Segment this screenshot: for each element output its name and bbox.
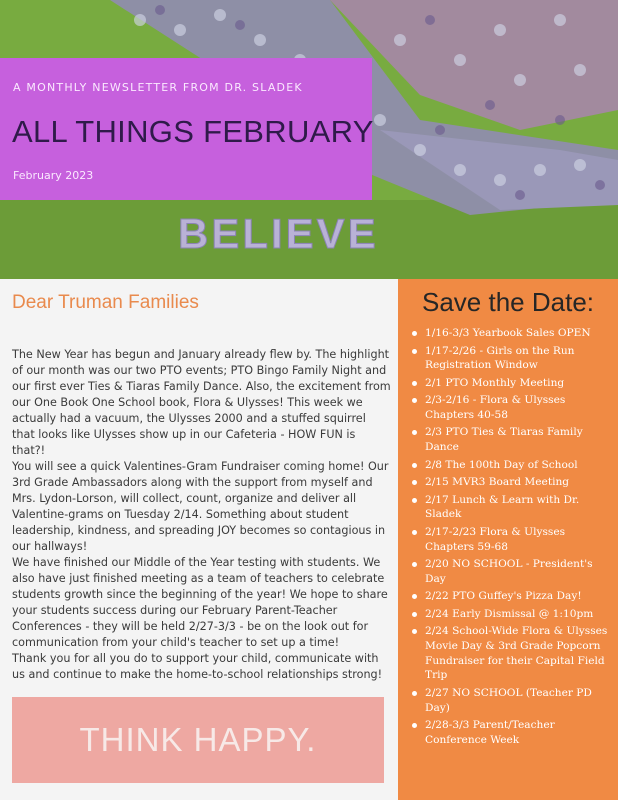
greeting-heading: Dear Truman Families — [12, 292, 199, 313]
event-text: 2/17-2/23 Flora & Ulysses Chapters 59-68 — [425, 525, 566, 553]
event-text: 2/8 The 100th Day of School — [425, 458, 578, 471]
title-box — [0, 58, 372, 200]
letter-paragraph: You will see a quick Valentines-Gram Fundraiser coming home! Our 3rd Grade Ambassadors along with the support from myself and Mrs. Lydon-Lorson, will collect, count, organize and deliver all Valentine-grams on Tuesday 2/14. Something about student leadership, kindness, and spreading JOY becomes so contagious in our hallways! — [12, 460, 389, 553]
event-text: 2/22 PTO Guffey's Pizza Day! — [425, 590, 582, 603]
event-item — [410, 525, 614, 554]
bullet-icon — [412, 691, 417, 696]
bullet-icon — [412, 381, 417, 386]
event-text: 2/3 PTO Ties & Tiaras Family Dance — [425, 426, 583, 454]
bullet-icon — [412, 594, 417, 599]
event-item — [410, 475, 614, 490]
think-happy-text: THINK HAPPY. — [79, 721, 317, 758]
newsletter-kicker: A MONTHLY NEWSLETTER FROM DR. SLADEK — [13, 81, 303, 94]
issue-date: February 2023 — [13, 169, 94, 182]
hero-photo — [0, 0, 618, 279]
event-text: 1/17-2/26 - Girls on the Run Registration Window — [425, 344, 575, 372]
event-text: 2/24 School-Wide Flora & Ulysses Movie Day & 3rd Grade Popcorn Fundraiser for their Capital Field Trip — [425, 625, 608, 682]
bullet-icon — [412, 349, 417, 354]
letter-body — [12, 347, 392, 683]
event-item — [410, 557, 614, 586]
event-item — [410, 425, 614, 454]
event-item — [410, 493, 614, 522]
event-text: 2/1 PTO Monthly Meeting — [425, 376, 565, 389]
letter-column — [0, 279, 398, 800]
event-item — [410, 718, 614, 747]
event-text: 2/24 Early Dismissal @ 1:10pm — [425, 607, 594, 620]
event-text: 1/16-3/3 Yearbook Sales OPEN — [425, 327, 591, 339]
event-list — [410, 326, 614, 750]
event-item — [410, 607, 614, 622]
event-item — [410, 589, 614, 604]
letter-paragraph: We have finished our Middle of the Year testing with students. We also have just finished meeting as a team of teachers to celebrate students growth since the beginning of the year! We hope to share your students success during our February Parent-Teacher Conferences - they will be held 2/27-3/3 - be on the look out for communication from your child's teacher to set up a time! — [12, 556, 388, 649]
event-item — [410, 326, 614, 341]
think-happy-banner — [12, 697, 384, 783]
save-the-date-title: Save the Date: — [422, 287, 594, 317]
letter-paragraph: Thank you for all you do to support your child, communicate with us and continue to make the home-to-school relationships strong! — [12, 652, 383, 681]
bullet-icon — [412, 463, 417, 468]
letter-paragraph: The New Year has begun and January already flew by. The highlight of our month was our two PTO events; PTO Bingo Family Night and our first ever Ties & Tiaras Family Dance. Also, the excitement from our One Book One School book, Flora & Ulysses! This week we actually had a vacuum, the Ulysses 2000 and a stuffed squirrel that looks like Ulysses show up in our Cafeteria - HOW FUN is that?! — [12, 348, 391, 457]
event-text: 2/20 NO SCHOOL - President's Day — [425, 558, 593, 585]
bullet-icon — [412, 480, 417, 485]
event-text: 2/3-2/16 - Flora & Ulysses Chapters 40-58 — [425, 394, 566, 421]
event-text: 2/28-3/3 Parent/Teacher Conference Week — [425, 719, 555, 746]
newsletter-title: ALL THINGS FEBRUARY — [12, 114, 374, 149]
event-text: 2/17 Lunch & Learn with Dr. Sladek — [425, 493, 580, 521]
bullet-icon — [412, 498, 417, 503]
believe-word: BELIEVE — [178, 210, 379, 257]
event-item — [410, 458, 614, 473]
event-item — [410, 686, 614, 715]
save-the-date-sidebar — [398, 279, 618, 800]
event-item — [410, 393, 614, 422]
event-item — [410, 624, 614, 683]
bullet-icon — [412, 562, 417, 567]
bullet-icon — [412, 629, 417, 634]
event-item — [410, 344, 614, 373]
bullet-icon — [412, 530, 417, 535]
bullet-icon — [412, 723, 417, 728]
bullet-icon — [412, 331, 417, 336]
bullet-icon — [412, 430, 417, 435]
event-text: 2/15 MVR3 Board Meeting — [425, 476, 570, 489]
event-item — [410, 376, 614, 391]
bullet-icon — [412, 398, 417, 403]
bullet-icon — [412, 612, 417, 617]
event-text: 2/27 NO SCHOOL (Teacher PD Day) — [425, 686, 592, 714]
